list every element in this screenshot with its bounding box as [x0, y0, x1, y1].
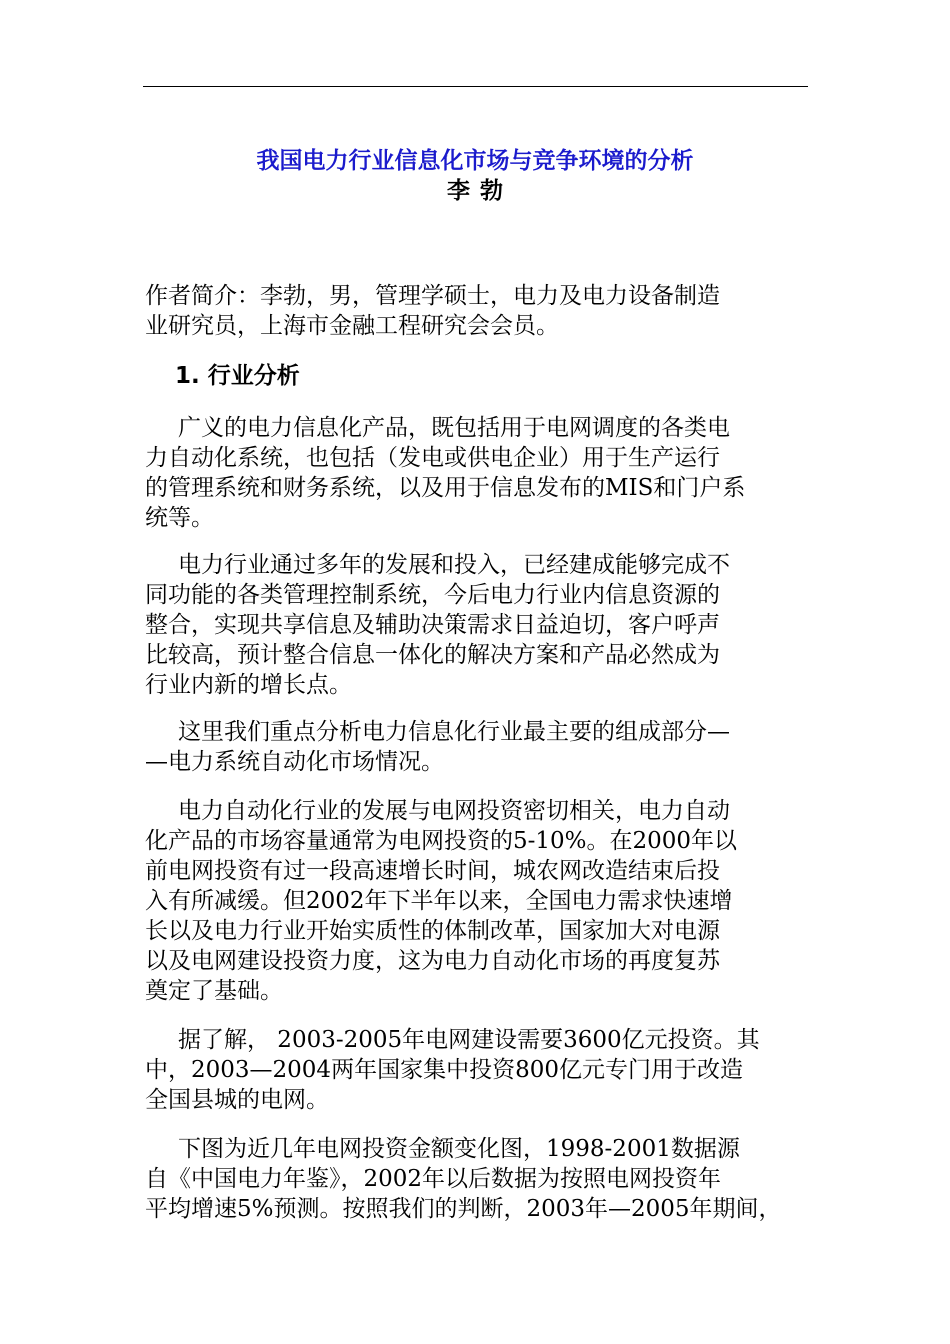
paragraph-line: 力自动化系统，也包括（发电或供电企业）用于生产运行 [145, 445, 720, 471]
paragraph-line: 中，2003—2004两年国家集中投资800亿元专门用于改造 [145, 1057, 743, 1083]
paragraph-line: 自《中国电力年鉴》，2002年以后数据为按照电网投资年 [145, 1166, 722, 1192]
paragraph-line: 的管理系统和财务系统，以及用于信息发布的MIS和门户系 [145, 475, 746, 501]
paragraph-line: 平均增速5%预测。按照我们的判断，2003年—2005年期间， [145, 1196, 782, 1222]
paragraph-line: 电力自动化行业的发展与电网投资密切相关，电力自动 [178, 798, 730, 824]
paragraph-line: 前电网投资有过一段高速增长时间，城农网改造结束后投 [145, 858, 720, 884]
paragraph-line: 行业内新的增长点。 [145, 672, 352, 698]
paragraph-line: 化产品的市场容量通常为电网投资的5-10%。在2000年以 [145, 828, 738, 854]
paragraph-line: 下图为近几年电网投资金额变化图，1998-2001数据源 [178, 1136, 740, 1162]
paragraph-line: 全国县城的电网。 [145, 1087, 329, 1113]
document-author: 李勃 [447, 178, 513, 204]
paragraph-line: 长以及电力行业开始实质性的体制改革，国家加大对电源 [145, 918, 720, 944]
paragraph-line: 比较高，预计整合信息一体化的解决方案和产品必然成为 [145, 642, 720, 668]
paragraph-line: 据了解， 2003-2005年电网建设需要3600亿元投资。其 [178, 1027, 760, 1053]
paragraph-line: 整合，实现共享信息及辅助决策需求日益迫切，客户呼声 [145, 612, 720, 638]
document-title: 我国电力行业信息化市场与竞争环境的分析 [256, 148, 694, 174]
paragraph-line: 入有所减缓。但2002年下半年以来，全国电力需求快速增 [145, 888, 733, 914]
paragraph-line: 统等。 [145, 505, 214, 531]
paragraph-line: 奠定了基础。 [145, 978, 283, 1004]
author-bio-line: 业研究员，上海市金融工程研究会会员。 [145, 313, 559, 339]
paragraph-line: 这里我们重点分析电力信息化行业最主要的组成部分— [178, 719, 730, 745]
section-heading: 1. 行业分析 [175, 363, 300, 389]
paragraph-line: 电力行业通过多年的发展和投入，已经建成能够完成不 [178, 552, 730, 578]
paragraph-line: 以及电网建设投资力度，这为电力自动化市场的再度复苏 [145, 948, 720, 974]
header-rule [143, 86, 808, 87]
paragraph-line: 广义的电力信息化产品，既包括用于电网调度的各类电 [178, 415, 730, 441]
author-bio-line: 作者简介：李勃，男，管理学硕士，电力及电力设备制造 [145, 283, 720, 309]
paragraph-line: —电力系统自动化市场情况。 [145, 749, 444, 775]
paragraph-line: 同功能的各类管理控制系统，今后电力行业内信息资源的 [145, 582, 720, 608]
